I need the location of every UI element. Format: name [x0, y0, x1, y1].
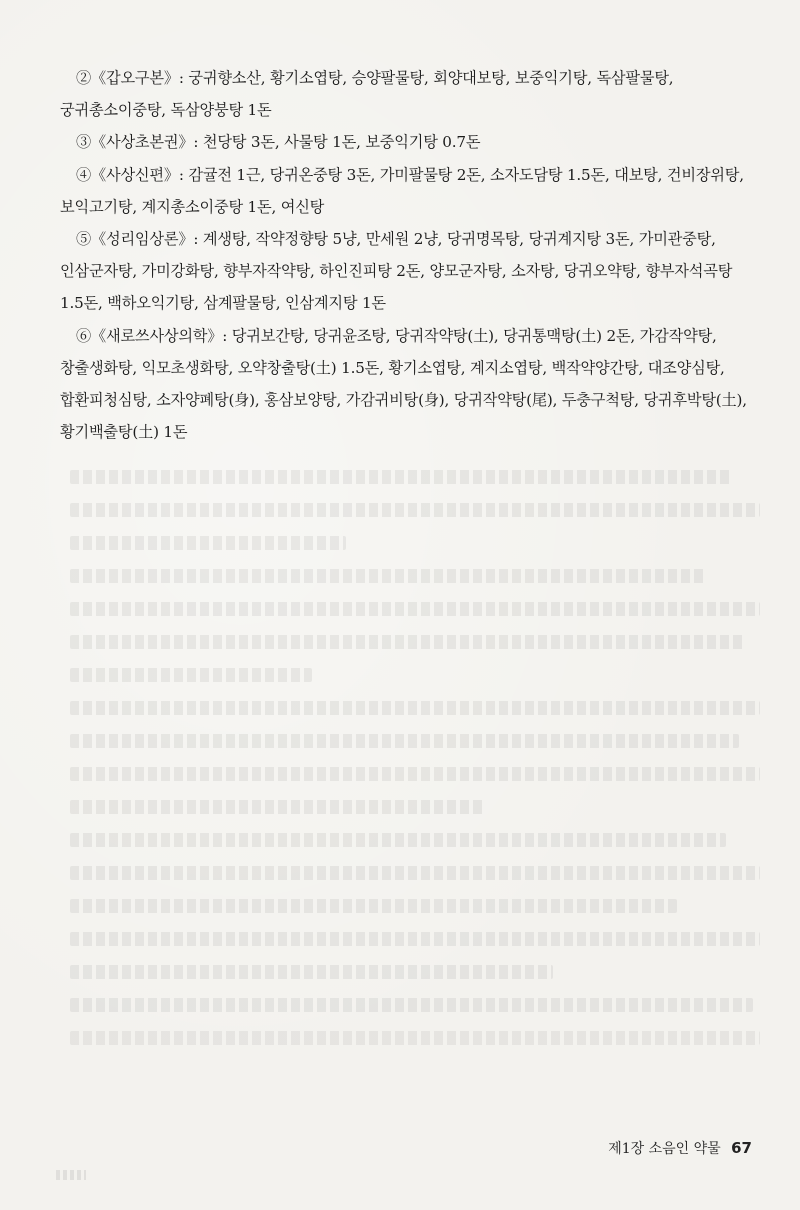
formula-entry-5: ⑤《성리임상론》: 계생탕, 작약정향탕 5냥, 만세원 2냥, 당귀명목탕, 당귀계지탕 3돈, 가미관중탕, 인삼군자탕, 가미강화탕, 향부자작약탕, 하인진피탕 2돈, 양모군자탕, 소자탕, 당귀오약탕, 향부자석곡탕 1.5돈, 백하오익기탕, 삼계팔물탕, 인삼계지탕 1돈: [60, 230, 733, 313]
formula-entry-3: ③《사상초본권》: 천당탕 3돈, 사물탕 1돈, 보중익기탕 0.7돈: [76, 133, 481, 152]
page-number: 67: [731, 1139, 752, 1157]
herbal-formula-list: [60, 62, 766, 448]
chapter-title: 제1장 소음인 약물: [608, 1141, 721, 1157]
formula-entry-4: ④《사상신편》: 감귤전 1근, 당귀온중탕 3돈, 가미팔물탕 2돈, 소자도담탕 1.5돈, 대보탕, 건비장위탕, 보익고기탕, 계지총소이중탕 1돈, 여신탕: [60, 165, 744, 216]
formula-entry-2: ②《갑오구본》: 궁귀향소산, 황기소엽탕, 승양팔물탕, 회양대보탕, 보중익기탕, 독삼팔물탕, 궁귀총소이중탕, 독삼양붕탕 1돈: [60, 69, 674, 120]
faint-edge-mark: [56, 1170, 86, 1180]
reverse-side-show-through: [70, 470, 760, 1090]
formula-entry-6: ⑥《새로쓰사상의학》: 당귀보간탕, 당귀윤조탕, 당귀작약탕(土), 당귀통맥탕(土) 2돈, 가감작약탕, 창출생화탕, 익모초생화탕, 오약창출탕(土) 1.5돈, 황기소엽탕, 계지소엽탕, 백작약양간탕, 대조양심탕, 합환피청심탕, 소자양폐탕(身), 홍삼보양탕, 가감귀비탕(身), 당귀작약탕(尾), 두충구척탕, 당귀후박탕(土), 황기백출탕(土) 1돈: [60, 326, 747, 442]
page-footer: [608, 1138, 752, 1158]
